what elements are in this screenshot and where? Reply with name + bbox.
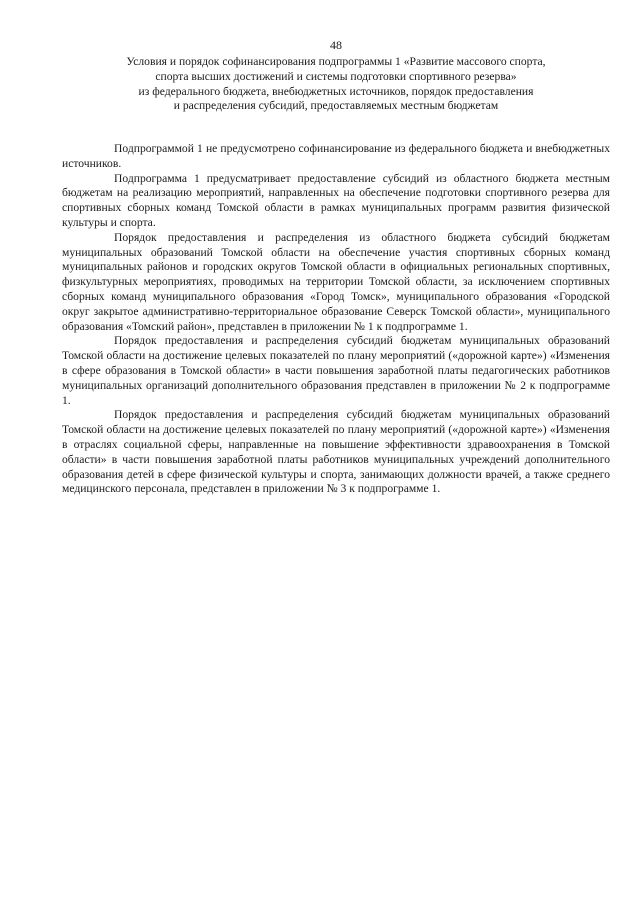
paragraph: Порядок предоставления и распределения из областного бюджета субсидий бюджетам муниципальных образований Томской области на обеспечение участия спортивных сборных команд муниципальных районов и городских округов Томской области в официальных региональных спортивных, физкультурных мероприятиях, проводимых на территории Томской области, за исключением спортивных сборных команд муниципального образования «Город Томск», муниципального образования «Городской округ закрытое административно-территориальное образование Северск Томской области», муниципального образования «Томский район», представлен в приложении № 1 к подпрограмме 1. <box>62 230 610 333</box>
heading-line: из федерального бюджета, внебюджетных источников, порядок предоставления <box>138 84 534 98</box>
heading-line: и распределения субсидий, предоставляемых местным бюджетам <box>173 99 499 113</box>
paragraph: Порядок предоставления и распределения субсидий бюджетам муниципальных образований Томской области на достижение целевых показателей по плану мероприятий («дорожной карте») «Изменения в сфере образования в Томской области» в части повышения заработной платы педагогических работников муниципальных организаций дополнительного образования представлен в приложении № 2 к подпрограмме 1. <box>62 334 610 407</box>
section-heading <box>62 55 610 114</box>
paragraph: Порядок предоставления и распределения субсидий бюджетам муниципальных образований Томской области на достижение целевых показателей по плану мероприятий («дорожной карте») «Изменения в отраслях социальной сферы, направленные на повышение эффективности здравоохранения в Томской области» в части повышения заработной платы работников муниципальных учреждений дополнительного образования детей в сфере физической культуры и спорта, занимающих должности врачей, а также среднего медицинского персонала, представлен в приложении № 3 к подпрограмме 1. <box>62 408 610 496</box>
paragraph: Подпрограмма 1 предусматривает предоставление субсидий из областного бюджета местным бюджетам на реализацию мероприятий, направленных на обеспечение подготовки спортивного резерва для спортивных сборных команд Томской области в рамках муниципальных программ развития физической культуры и спорта. <box>62 171 610 229</box>
body-text <box>62 142 610 497</box>
paragraph: Подпрограммой 1 не предусмотрено софинансирование из федерального бюджета и внебюджетных источников. <box>62 142 610 170</box>
heading-line: спорта высших достижений и системы подготовки спортивного резерва» <box>155 69 517 83</box>
page-number: 48 <box>330 38 342 52</box>
heading-line: Условия и порядок софинансирования подпрограммы 1 «Развитие массового спорта, <box>126 55 546 68</box>
